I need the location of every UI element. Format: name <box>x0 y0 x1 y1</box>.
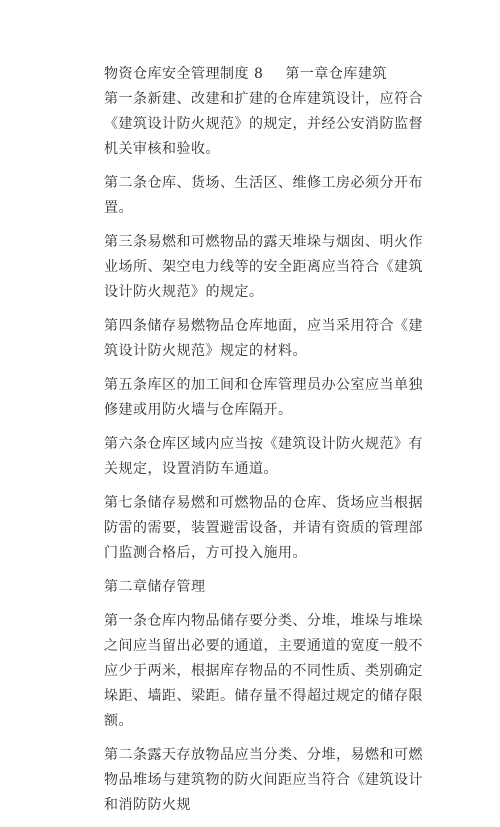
ch2-article-1: 第一条仓库内物品储存要分类、分堆，堆垛与堆垛之间应当留出必要的通道，主要通道的宽度一般不应少于两米，根据库存物品的不同性质、类别确定垛距、墙距、梁距。储存量不得超过规定的储存限额。 <box>104 613 423 729</box>
ch1-article-2: 第二条仓库、货场、生活区、维修工房必须分开布置。 <box>104 175 423 216</box>
ch1-article-3: 第三条易燃和可燃物品的露天堆垛与烟囱、明火作业场所、架空电力线等的安全距离应当符合《建筑设计防火规范》的规定。 <box>104 234 423 300</box>
document-body <box>104 62 426 827</box>
ch1-article-6: 第六条仓库区域内应当按《建筑设计防火规范》有关规定，设置消防车通道。 <box>104 436 423 477</box>
document-title: 物资仓库安全管理制度 8 <box>104 66 264 82</box>
ch1-article-4: 第四条储存易燃物品仓库地面，应当采用符合《建筑设计防火规范》规定的材料。 <box>104 318 423 359</box>
ch2-article-2: 第二条露天存放物品应当分类、分堆，易燃和可燃物品堆场与建筑物的防火间距应当符合《建筑设计和消防防火规 <box>104 747 423 813</box>
title-line <box>104 62 426 87</box>
ch1-article-5: 第五条库区的加工间和仓库管理员办公室应当单独修建或用防火墙与仓库隔开。 <box>104 377 423 418</box>
chapter-1-heading: 第一章仓库建筑 <box>285 66 387 82</box>
ch1-article-7: 第七条储存易燃和可燃物品的仓库、货场应当根据防雷的需要，装置避雷设备，并请有资质的管理部门监测合格后，方可投入施用。 <box>104 495 423 561</box>
ch1-article-1: 第一条新建、改建和扩建的仓库建筑设计，应符合《建筑设计防火规范》的规定，并经公安消防监督机关审核和验收。 <box>104 91 423 157</box>
chapter-2-heading: 第二章储存管理 <box>104 579 206 595</box>
